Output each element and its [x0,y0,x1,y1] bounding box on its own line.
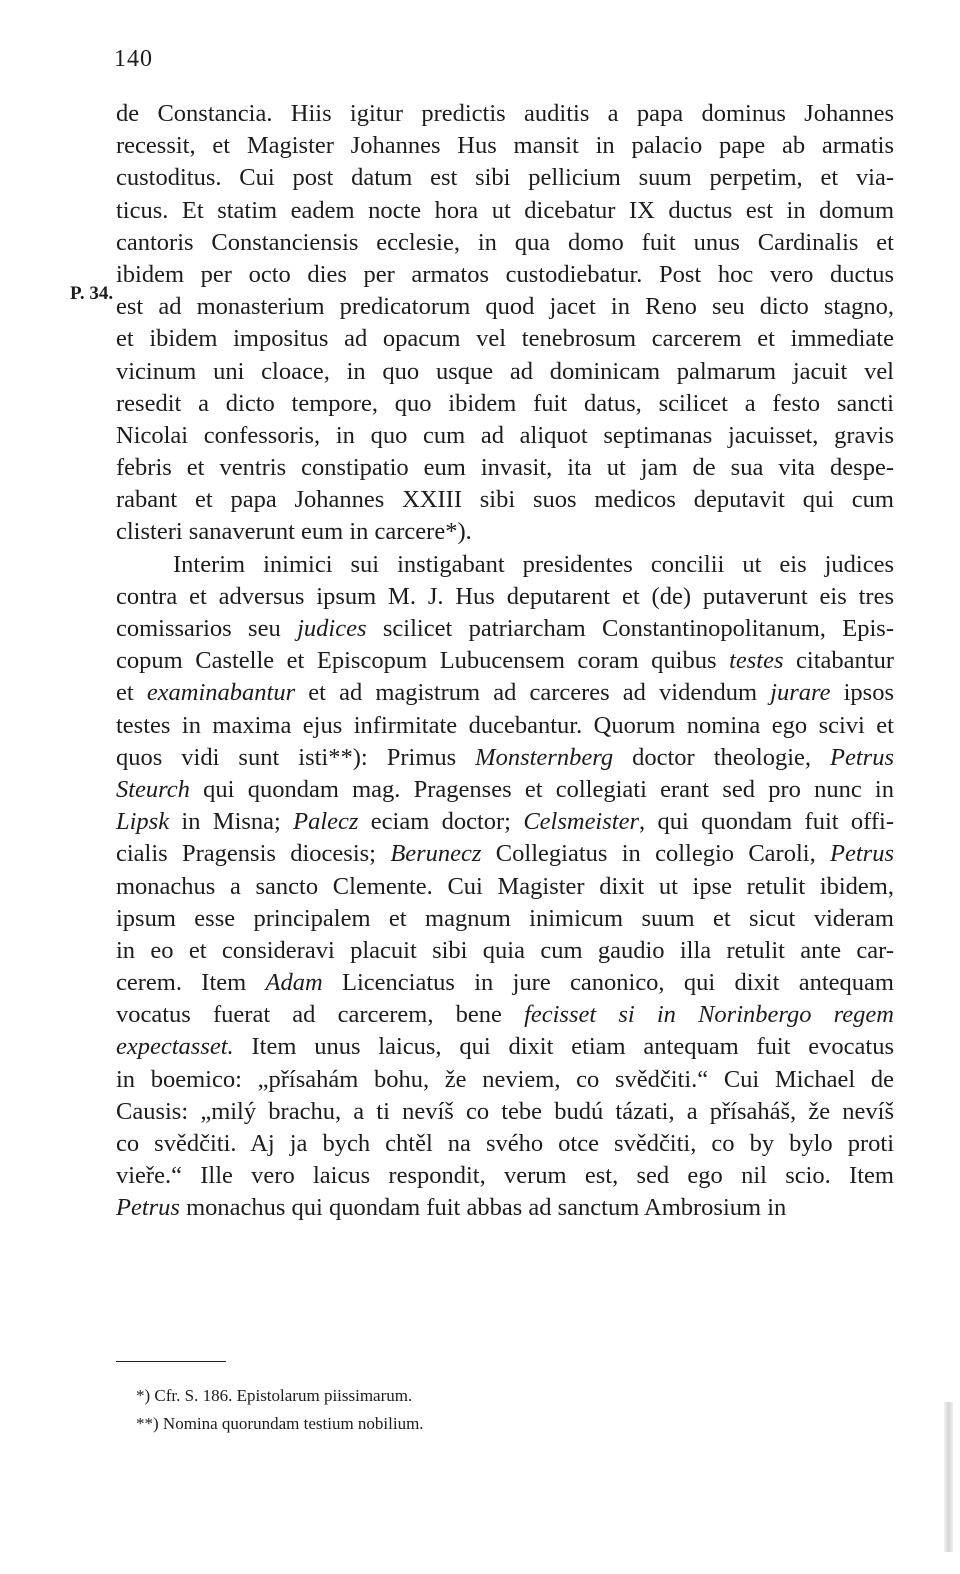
scan-edge-mark [944,1402,953,1552]
italic-name: expectasset. [116,1033,234,1061]
text-segment: ipsum esse principalem et magnum inimicum suum et sicut videram [116,904,894,932]
text-segment: in Misna; [169,808,294,836]
body-text [116,98,894,1225]
italic-name: judices [297,615,367,642]
footnote-rule [116,1361,226,1362]
text-segment: rabant et papa Johannes XXIII sibi suos medicos deputavit qui cum [116,486,894,514]
text-segment: et [116,679,147,707]
text-line [116,967,894,999]
page-number: 140 [114,46,153,72]
text-segment: Collegiatus in collegio Caroli, [481,840,831,868]
text-segment: Causis: „milý brachu, a ti nevíš co tebe budú tázati, a přísaháš, že nevíš [116,1097,894,1125]
text-line [116,999,894,1031]
text-line [116,388,894,420]
text-line [116,484,894,516]
text-segment: copum Castelle et Episcopum Lubucensem coram quibus [116,647,730,675]
text-segment: recessit, et Magister Johannes Hus mansit in palacio pape ab armatis [116,132,894,160]
text-segment: in boemico: „přísahám bohu, že neviem, co svědčiti.“ Cui Michael de [116,1065,894,1093]
text-line [116,1192,894,1224]
text-segment: cialis Pragensis diocesis; [116,840,391,868]
text-line [116,1128,894,1160]
text-segment: est ad monasterium predicatorum quod jacet in Reno seu dicto stagno, [116,293,894,321]
text-line [116,420,894,452]
italic-name: Monsternberg [475,743,614,771]
text-segment: scilicet patriarcham Constantinopolitanum, Epis- [366,615,894,642]
italic-name: Petrus [830,743,894,771]
text-line [116,323,894,355]
text-line [116,838,894,870]
text-segment: citabantur [783,647,894,675]
text-line [116,259,894,291]
italic-name: Adam [265,969,323,997]
text-line [116,677,894,709]
text-segment: monachus qui quondam fuit abbas ad sanctum Ambrosium in [179,1194,787,1222]
text-segment: co svědčiti. Aj ja bych chtěl na svého otce svědčiti, co by bylo proti [116,1130,894,1157]
italic-name: Lipsk [116,808,170,836]
text-segment: quos vidi sunt isti**): Primus [116,743,476,771]
text-segment: de Constancia. Hiis igitur predictis auditis a papa dominus Johannes [116,100,894,127]
italic-name: Celsmeister [523,808,639,836]
text-line [116,549,894,581]
text-line [116,613,894,645]
text-line [116,1064,894,1096]
text-segment: vieře.“ Ille vero laicus respondit, verum est, sed ego nil scio. Item [116,1162,894,1190]
text-segment: Licenciatus in jure canonico, qui dixit antequam [322,969,894,997]
text-line [116,645,894,677]
text-line [116,516,894,548]
text-segment: ipsos [830,679,894,707]
text-segment: Item unus laicus, qui dixit etiam antequam fuit evocatus [233,1033,894,1061]
italic-name: Petrus [830,840,894,868]
text-line [116,903,894,935]
text-segment: ibidem per octo dies per armatos custodiebatur. Post hoc vero ductus [116,260,894,288]
text-segment: et ad magistrum ad carceres ad videndum [295,679,771,707]
text-segment: ticus. Et statim eadem nocte hora ut dicebatur IX ductus est in domum [116,196,894,224]
text-line [116,581,894,613]
text-segment: cerem. Item [116,969,266,997]
text-segment: monachus a sancto Clemente. Cui Magister dixit ut ipse retulit ibidem, [116,872,894,900]
text-line [116,1160,894,1192]
text-segment: , qui quondam fuit offi- [639,808,894,836]
text-segment: doctor theologie, [613,743,831,771]
text-segment: cantoris Constanciensis ecclesie, in qua domo fuit unus Cardinalis et [116,228,894,256]
italic-name: jurare [770,679,831,707]
text-line [116,806,894,838]
text-segment: Nicolai confessoris, in quo cum ad aliquot septimanas jacuisset, gravis [116,421,894,449]
text-line [116,356,894,388]
text-line [116,710,894,742]
text-segment: comissarios seu [116,615,298,642]
text-segment: Interim inimici sui instigabant presidentes concilii ut eis judices [173,550,894,578]
text-segment: custoditus. Cui post datum est sibi pellicium suum perpetim, et via- [116,164,894,192]
italic-name: Steurch [116,775,190,803]
text-line [116,774,894,806]
footnote: **) Nomina quorundam testium nobilium. [136,1414,424,1433]
text-line [116,871,894,903]
margin-note: P. 34. [70,283,114,304]
text-segment: qui quondam mag. Pragenses et collegiati erant sed pro nunc in [189,775,894,803]
italic-name: fecisset si in Norinbergo regem [524,1001,894,1029]
text-segment: febris et ventris constipatio eum invasit, ita ut jam de sua vita despe- [116,454,894,482]
italic-name: examinabantur [146,679,296,707]
footnote: *) Cfr. S. 186. Epistolarum piissimarum. [136,1386,413,1405]
text-line [116,291,894,323]
text-segment: in eo et consideravi placuit sibi quia cum gaudio illa retulit ante car- [116,936,894,964]
text-segment: clisteri sanaverunt eum in carcere*). [116,518,472,546]
italic-name: testes [729,647,784,675]
italic-name: Petrus [116,1194,180,1222]
text-segment: testes in maxima ejus infirmitate ducebantur. Quorum nomina ego scivi et [116,711,894,739]
text-segment: vocatus fuerat ad carcerem, bene [116,1001,525,1029]
text-line [116,1096,894,1128]
text-segment: eciam doctor; [358,808,524,836]
text-line [116,227,894,259]
italic-name: Berunecz [390,840,482,868]
text-line [116,452,894,484]
text-line [116,162,894,194]
text-segment: resedit a dicto tempore, quo ibidem fuit datus, scilicet a festo sancti [116,389,894,417]
text-segment: contra et adversus ipsum M. J. Hus deputarent et (de) putaverunt eis tres [116,582,894,610]
footnotes [136,1382,424,1438]
text-line [116,935,894,967]
italic-name: Palecz [293,808,359,836]
text-line [116,1031,894,1063]
text-line [116,742,894,774]
text-line [116,195,894,227]
text-line [116,130,894,162]
text-segment: vicinum uni cloace, in quo usque ad dominicam palmarum jacuit vel [116,357,894,385]
text-segment: et ibidem impositus ad opacum vel tenebrosum carcerem et immediate [116,325,894,353]
text-line [116,98,894,130]
